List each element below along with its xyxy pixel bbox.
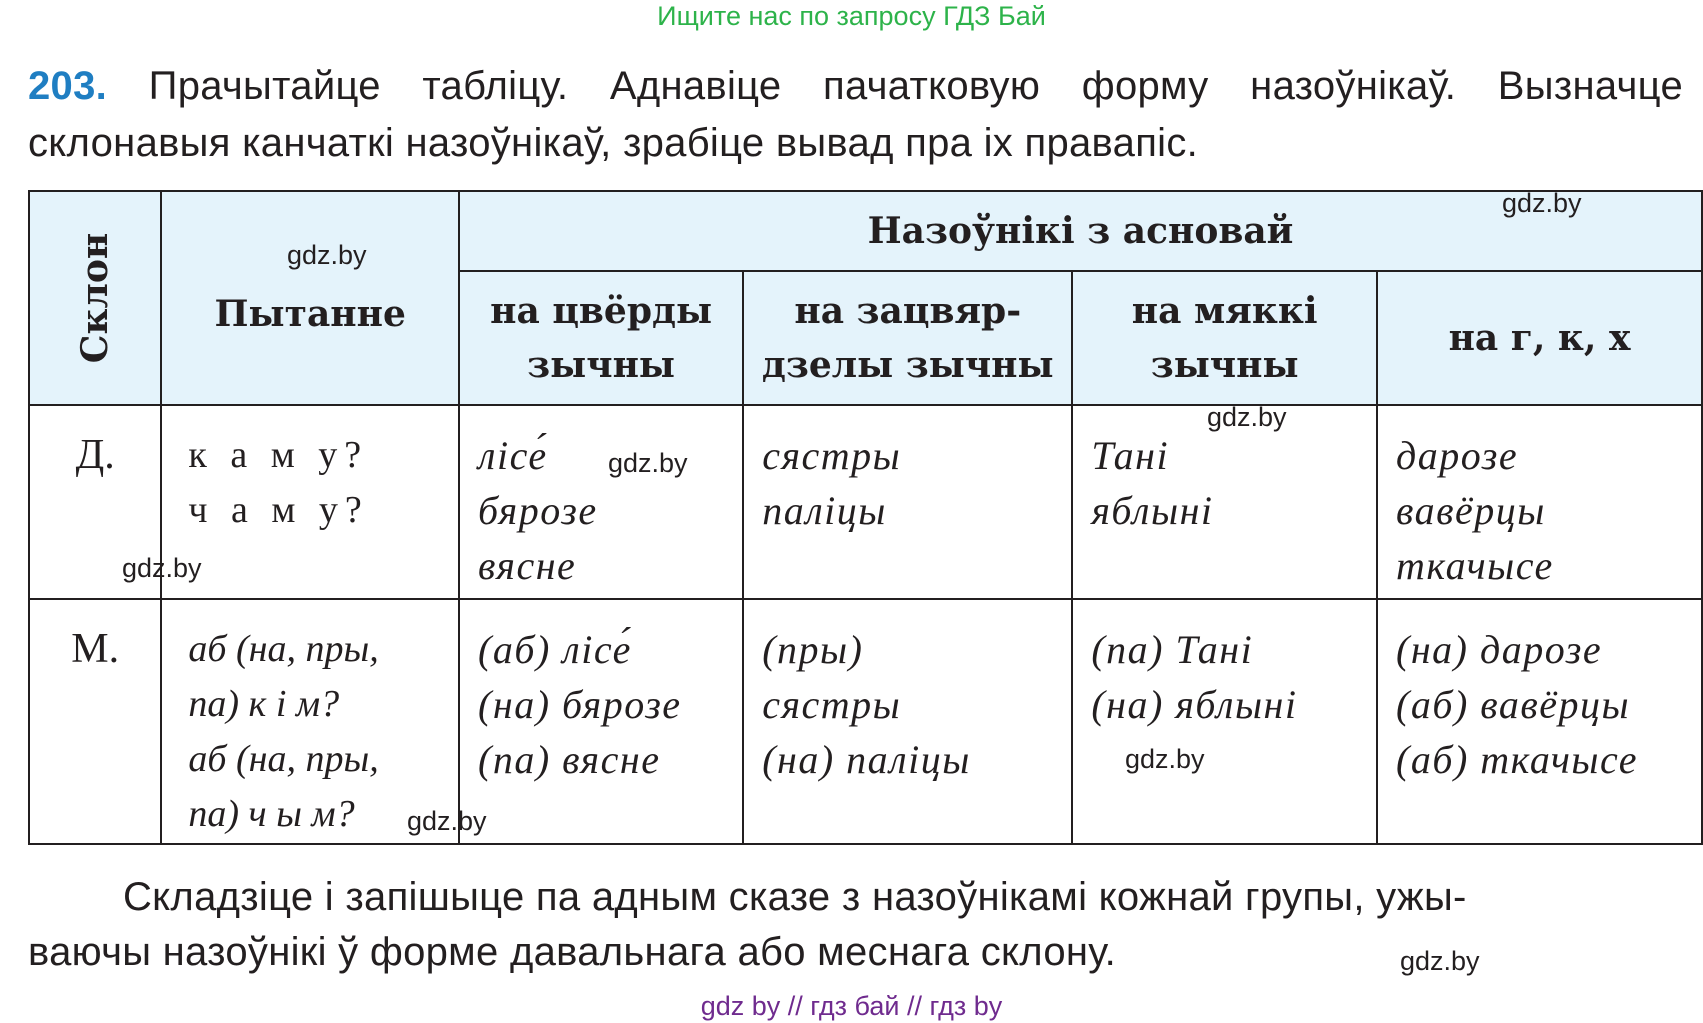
word: бярозе [478, 488, 598, 533]
word-cell [459, 405, 743, 599]
watermark: gdz.by [608, 448, 688, 478]
header-col-soft-line: на мяккі [1131, 290, 1318, 332]
header-col-gkh-line: на г, к, х [1448, 317, 1631, 359]
question-line: па) ч ы м? [188, 793, 355, 835]
word: вясне [478, 543, 577, 588]
row-case: М. [29, 599, 161, 844]
top-search-note: Ищите нас по запросу ГДЗ Бай [657, 1, 1046, 31]
word: (аб) вавёрцы [1396, 682, 1631, 727]
header-col-hardened-line: дзелы зычны [761, 344, 1054, 386]
word: вавёрцы [1396, 488, 1546, 533]
task-text: Прачытайце табліцу. Аднавіце пачатковую форму назоўнікаў. Вызначце склонавыя канчаткі назоўнікаў, зрабіце вывад пра іх правапіс. [28, 64, 1683, 165]
word-cell [743, 599, 1072, 844]
header-col-hardened [743, 271, 1072, 405]
header-question [161, 191, 459, 405]
word: сястры [762, 433, 902, 478]
watermark: gdz.by [407, 806, 487, 836]
word-cell [1072, 405, 1377, 599]
word: (на) яблыні [1091, 682, 1298, 727]
question-line: ч а м у? [188, 489, 369, 531]
word: Тані [1091, 433, 1170, 478]
word: (аб) лісе́ [478, 627, 632, 672]
word: сястры [762, 682, 902, 727]
header-col-hardened-line: на зацвяр- [794, 290, 1022, 332]
question-line: аб (на, пры, [188, 628, 379, 670]
word: дарозе [1396, 433, 1519, 478]
task-number: 203. [28, 64, 108, 108]
word: (пры) [762, 627, 864, 672]
header-col-hard-line: зычны [527, 344, 676, 386]
row-case: Д. [29, 405, 161, 599]
table-row [29, 405, 1702, 599]
header-question-label: Пытанне [214, 293, 406, 335]
footer-links: gdz by // гдз бай // гдз by [700, 991, 1003, 1021]
word: (на) дарозе [1396, 627, 1603, 672]
follow-up-line: Складзіце і запішыце па адным сказе з назоўнікамі кожнай групы, ужы- [123, 875, 1467, 919]
word: (аб) ткачысе [1396, 737, 1638, 782]
header-group-label: Назоўнікі з асновай [867, 210, 1294, 252]
word-cell [459, 599, 743, 844]
word: (па) вясне [478, 737, 661, 782]
word: паліцы [762, 488, 887, 533]
task-statement [28, 58, 1683, 172]
header-case-label: Склон [74, 232, 117, 364]
question-line: па) к і м? [188, 683, 340, 725]
word-cell [1072, 599, 1377, 844]
word: ткачысе [1396, 543, 1554, 588]
word: (па) Тані [1091, 627, 1254, 672]
question-line: аб (на, пры, [188, 738, 379, 780]
follow-up-task [28, 870, 1683, 980]
watermark: gdz.by [287, 240, 367, 270]
word-cell [743, 405, 1072, 599]
word: лісе́ [478, 433, 548, 478]
watermark: gdz.by [1400, 946, 1480, 976]
follow-up-line: ваючы назоўнікі ў форме давальнага або меснага склону. [28, 930, 1117, 974]
header-col-hard-line: на цвёрды [490, 290, 713, 332]
word: (на) бярозе [478, 682, 682, 727]
watermark: gdz.by [122, 553, 202, 583]
header-col-soft-line: зычны [1150, 344, 1299, 386]
declension-table [28, 190, 1703, 845]
table-row [29, 599, 1702, 844]
word: яблыні [1091, 488, 1214, 533]
header-case [29, 191, 161, 405]
header-col-soft [1072, 271, 1377, 405]
header-col-hard [459, 271, 743, 405]
header-col-gkh [1377, 271, 1702, 405]
word: (на) паліцы [762, 737, 971, 782]
question-line: к а м у? [188, 434, 369, 476]
watermark: gdz.by [1125, 744, 1205, 774]
word-cell [1377, 405, 1702, 599]
watermark: gdz.by [1502, 188, 1582, 218]
word-cell [1377, 599, 1702, 844]
row-questions [161, 405, 459, 599]
watermark: gdz.by [1207, 402, 1287, 432]
